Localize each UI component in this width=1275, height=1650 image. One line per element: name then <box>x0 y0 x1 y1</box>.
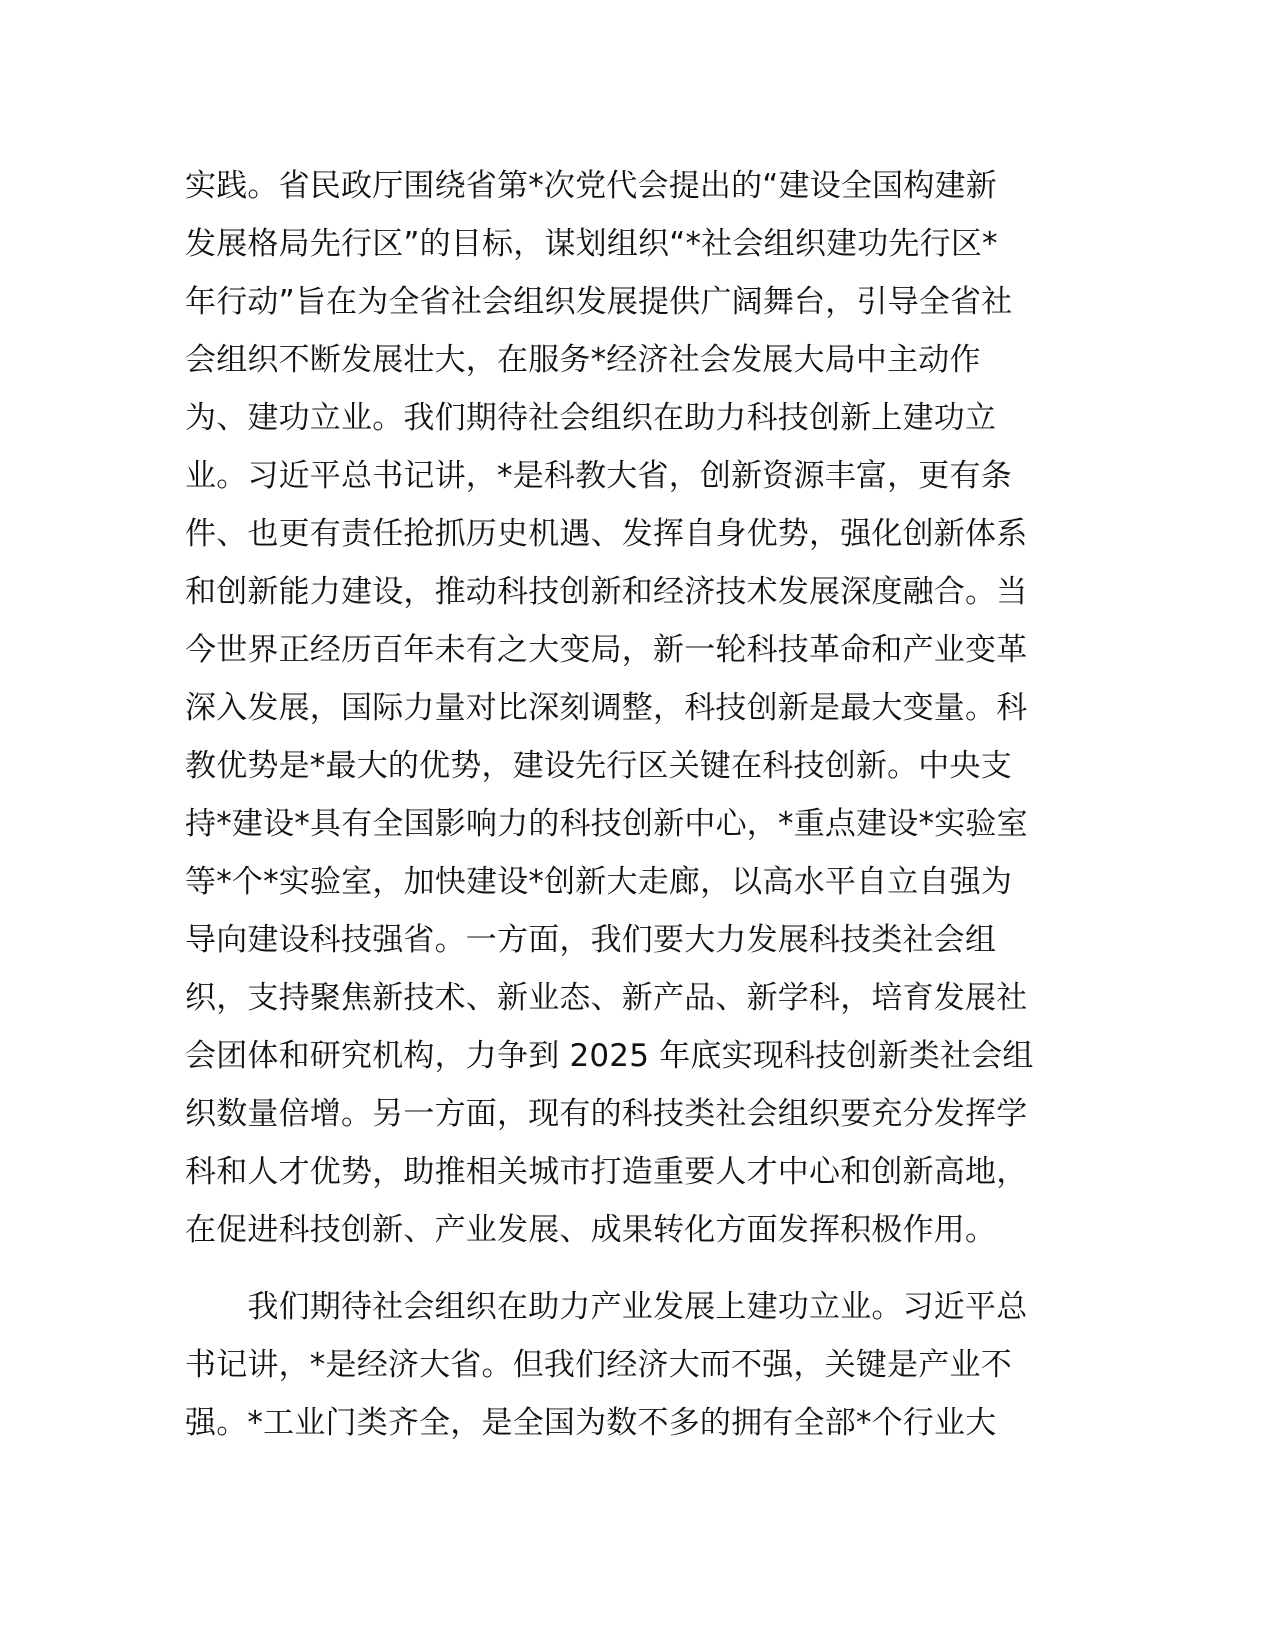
paragraph-1: 实践。省民政厅围绕省第*次党代会提出的“建设全国构建新 发展格局先行区”的目标，谋划组织“*社会组织建功先行区* 年行动”旨在为全省社会组织发展提供广阔舞台，引导全省社 会组织不断发展壮大，在服务*经济社会发展大局中主动作 为、建功立业。我们期待社会组织在助力科技创新上建功立 业。习近平总书记讲，*是科教大省，创新资源丰富，更有条 件、也更有责任抢抓历史机遇、发挥自身优势，强化创新体系 和创新能力建设，推动科技创新和经济技术发展深度融合。当 今世界正经历百年未有之大变局，新一轮科技革命和产业变革 深入发展，国际力量对比深刻调整，科技创新是最大变量。科 教优势是*最大的优势，建设先行区关键在科技创新。中央支 持*建设*具有全国影响力的科技创新中心，*重点建设*实验室 等*个*实验室，加快建设*创新大走廊，以高水平自立自强为 导向建设科技强省。一方面，我们要大力发展科技类社会组 织，支持聚焦新技术、新业态、新产品、新学科，培育发展社 会团体和研究机构，力争到 2025 年底实现科技创新类社会组 织数量倍增。另一方面，现有的科技类社会组织要充分发挥学 科和人才优势，助推相关城市打造重要人才中心和创新高地， 在促进科技创新、产业发展、成果转化方面发挥积极作用。 <box>185 168 1034 1248</box>
paragraph-2: 我们期待社会组织在助力产业发展上建功立业。习近平总 书记讲，*是经济大省。但我们经济大而不强，关键是产业不 强。*工业门类齐全，是全国为数不多的拥有全部*个行业大 <box>185 1289 1028 1441</box>
